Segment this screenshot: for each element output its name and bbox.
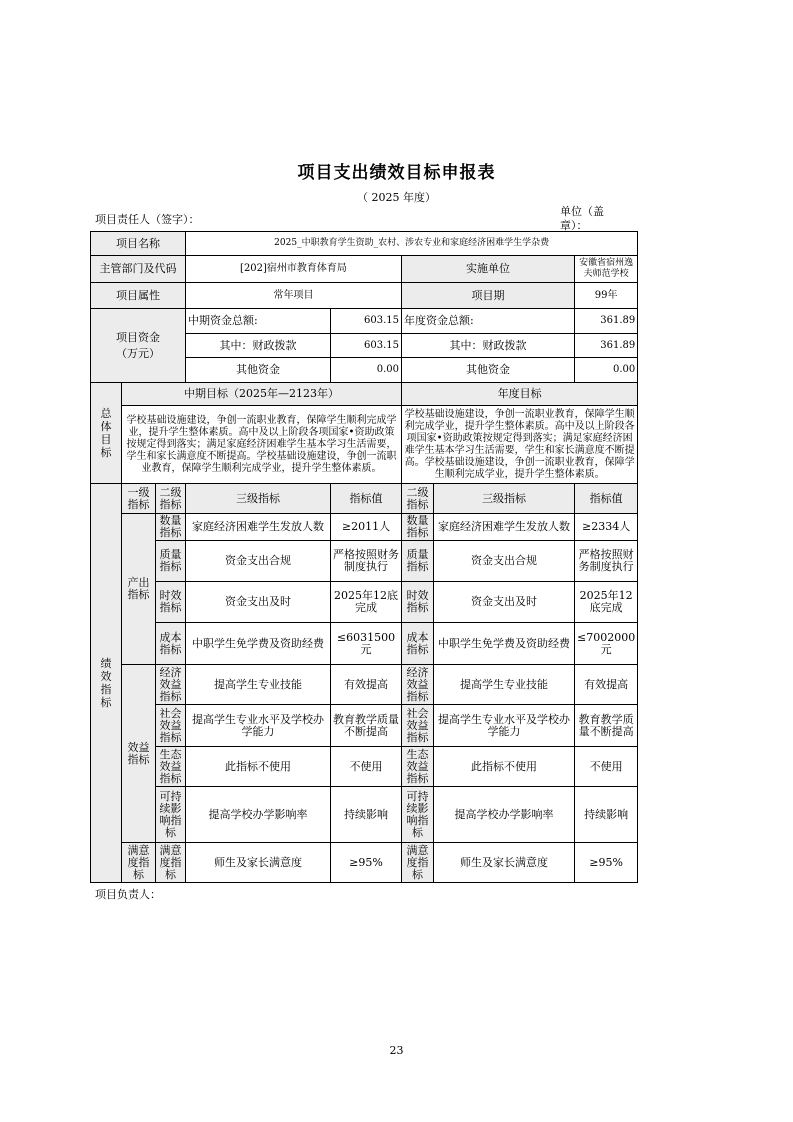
funds-label xyxy=(91,309,186,383)
l3-mid: 此指标不使用 xyxy=(186,747,331,787)
mid-fiscal-label: 其中：财政拨款 xyxy=(186,334,331,358)
header-value-year: 指标值 xyxy=(575,484,638,514)
l2-year: 社会效益指标 xyxy=(402,705,434,747)
l3-year: 中职学生免学费及资助经费 xyxy=(434,623,575,665)
mid-fiscal-value: 603.15 xyxy=(331,334,402,358)
l3-year: 提高学校办学影响率 xyxy=(434,787,575,843)
project-attr-value: 常年项目 xyxy=(186,283,402,309)
l3-mid: 资金支出及时 xyxy=(186,582,331,623)
header-value-mid: 指标值 xyxy=(331,484,402,514)
project-name-value: 2025_中职教育学生资助_农村、涉农专业和家庭经济困难学生学杂费 xyxy=(186,232,638,256)
table-row xyxy=(91,665,638,705)
value-mid: 教育教学质量不断提高 xyxy=(331,705,402,747)
l3-year: 资金支出合规 xyxy=(434,541,575,582)
year-fiscal-label: 其中：财政拨款 xyxy=(402,334,575,358)
value-year: ≥2334人 xyxy=(575,514,638,541)
l2-cell: 时效指标 xyxy=(156,582,186,623)
value-year: 2025年12底完成 xyxy=(575,582,638,623)
satisfaction-indicator-label: 满意度指标 xyxy=(122,843,156,883)
l3-mid: 提高学生专业技能 xyxy=(186,665,331,705)
project-period-value: 99年 xyxy=(575,283,638,309)
year-goal-header: 年度目标 xyxy=(402,383,638,406)
value-mid: 持续影响 xyxy=(331,787,402,843)
table-row xyxy=(91,843,638,883)
year-total-label: 年度资金总额: xyxy=(402,309,575,334)
impl-unit-label: 实施单位 xyxy=(402,256,575,283)
value-mid: 不使用 xyxy=(331,747,402,787)
l2-year: 成本指标 xyxy=(402,623,434,665)
project-period-label: 项目期 xyxy=(402,283,575,309)
project-attr-label: 项目属性 xyxy=(91,283,186,309)
year-fiscal-value: 361.89 xyxy=(575,334,638,358)
mid-goal-text: 学校基础设施建设，争创一流职业教育，保障学生顺利完成学业，提升学生整体素质。高中及以上阶段各项国家•资助政策按规定得到落实；满足家庭经济困难学生基本学习生活需要，学生和家长满意度不断提高。学校基础设施建设，争创一流职业教育，保障学生顺利完成学业，提升学生整体素质。 xyxy=(122,406,402,484)
unit-seal-label: 单位（盖章）： xyxy=(560,205,604,232)
value-year: ≤7002000元 xyxy=(575,623,638,665)
l3-year: 资金支出及时 xyxy=(434,582,575,623)
l3-mid: 中职学生免学费及资助经费 xyxy=(186,623,331,665)
value-mid: 有效提高 xyxy=(331,665,402,705)
l2-year: 数量指标 xyxy=(402,514,434,541)
performance-goal-table xyxy=(90,231,638,883)
table-row xyxy=(91,623,638,665)
l3-year: 此指标不使用 xyxy=(434,747,575,787)
header-level3-year: 三级指标 xyxy=(434,484,575,514)
page-title: 项目支出绩效目标申报表 xyxy=(297,163,496,183)
value-year: 有效提高 xyxy=(575,665,638,705)
l2-year: 满意度指标 xyxy=(402,843,434,883)
l3-mid: 资金支出合规 xyxy=(186,541,331,582)
header-level2-year: 二级指标 xyxy=(402,484,434,514)
value-mid: ≤6031500元 xyxy=(331,623,402,665)
year-total-value: 361.89 xyxy=(575,309,638,334)
output-indicator-label: 产出指标 xyxy=(122,514,156,665)
l2-year: 质量指标 xyxy=(402,541,434,582)
l2-cell: 生态效益指标 xyxy=(156,747,186,787)
page-number: 23 xyxy=(389,1044,404,1057)
value-year: 持续影响 xyxy=(575,787,638,843)
l3-year: 师生及家长满意度 xyxy=(434,843,575,883)
value-mid: ≥2011人 xyxy=(331,514,402,541)
benefit-indicator-label: 效益指标 xyxy=(122,665,156,843)
value-year: 严格按照财务制度执行 xyxy=(575,541,638,582)
l2-year: 经济效益指标 xyxy=(402,665,434,705)
value-mid: 严格按照财务制度执行 xyxy=(331,541,402,582)
value-year: ≥95% xyxy=(575,843,638,883)
funds-label-text: 项目资金（万元） xyxy=(116,330,160,360)
overall-goal-label xyxy=(91,383,122,484)
l2-year: 生态效益指标 xyxy=(402,747,434,787)
mid-other-label: 其他资金 xyxy=(186,358,331,383)
table-row xyxy=(91,705,638,747)
responsible-signature-label: 项目责任人（签字）： xyxy=(95,213,200,226)
l3-mid: 家庭经济困难学生发放人数 xyxy=(186,514,331,541)
table-row xyxy=(91,787,638,843)
project-manager-label: 项目负责人： xyxy=(95,888,161,901)
impl-unit-value: 安徽省宿州逸夫师范学校 xyxy=(575,256,638,283)
header-level2: 二级指标 xyxy=(156,484,186,514)
l2-year: 可持续影响指标 xyxy=(402,787,434,843)
mid-total-label: 中期资金总额: xyxy=(186,309,331,334)
l2-cell: 质量指标 xyxy=(156,541,186,582)
l3-year: 提高学生专业技能 xyxy=(434,665,575,705)
year-goal-text: 学校基础设施建设，争创一流职业教育，保障学生顺利完成学业，提升学生整体素质。高中及以上阶段各项国家•资助政策按规定得到落实；满足家庭经济困难学生基本学习生活需要，学生和家长满意度不断提高。学校基础设施建设，争创一流职业教育，保障学生顺利完成学业，提升学生整体素质。 xyxy=(402,406,638,484)
table-row xyxy=(91,582,638,623)
l2-cell: 数量指标 xyxy=(156,514,186,541)
l2-year: 时效指标 xyxy=(402,582,434,623)
year-line: （ 2025 年度） xyxy=(357,191,436,204)
year-other-value: 0.00 xyxy=(575,358,638,383)
value-mid: ≥95% xyxy=(331,843,402,883)
mid-goal-header: 中期目标（2025年—2123年） xyxy=(122,383,402,406)
l2-cell: 成本指标 xyxy=(156,623,186,665)
l3-mid: 提高学校办学影响率 xyxy=(186,787,331,843)
value-year: 不使用 xyxy=(575,747,638,787)
mid-other-value: 0.00 xyxy=(331,358,402,383)
dept-label: 主管部门及代码 xyxy=(91,256,186,283)
l3-mid: 师生及家长满意度 xyxy=(186,843,331,883)
l2-cell: 满意度指标 xyxy=(156,843,186,883)
project-name-label: 项目名称 xyxy=(91,232,186,256)
indicator-label-text: 绩效指标 xyxy=(100,657,112,709)
value-mid: 2025年12底完成 xyxy=(331,582,402,623)
value-year: 教育教学质量不断提高 xyxy=(575,705,638,747)
l2-cell: 可持续影响指标 xyxy=(156,787,186,843)
overall-goal-label-text: 总体目标 xyxy=(100,407,112,459)
dept-value: [202]宿州市教育体育局 xyxy=(186,256,402,283)
table-row xyxy=(91,747,638,787)
header-level3-mid: 三级指标 xyxy=(186,484,331,514)
mid-total-value: 603.15 xyxy=(331,309,402,334)
l2-cell: 社会效益指标 xyxy=(156,705,186,747)
table-row xyxy=(91,514,638,541)
l3-mid: 提高学生专业水平及学校办学能力 xyxy=(186,705,331,747)
l2-cell: 经济效益指标 xyxy=(156,665,186,705)
year-other-label: 其他资金 xyxy=(402,358,575,383)
table-row xyxy=(91,541,638,582)
indicator-label xyxy=(91,484,122,883)
l3-year: 家庭经济困难学生发放人数 xyxy=(434,514,575,541)
header-level1: 一级指标 xyxy=(122,484,156,514)
l3-year: 提高学生专业水平及学校办学能力 xyxy=(434,705,575,747)
